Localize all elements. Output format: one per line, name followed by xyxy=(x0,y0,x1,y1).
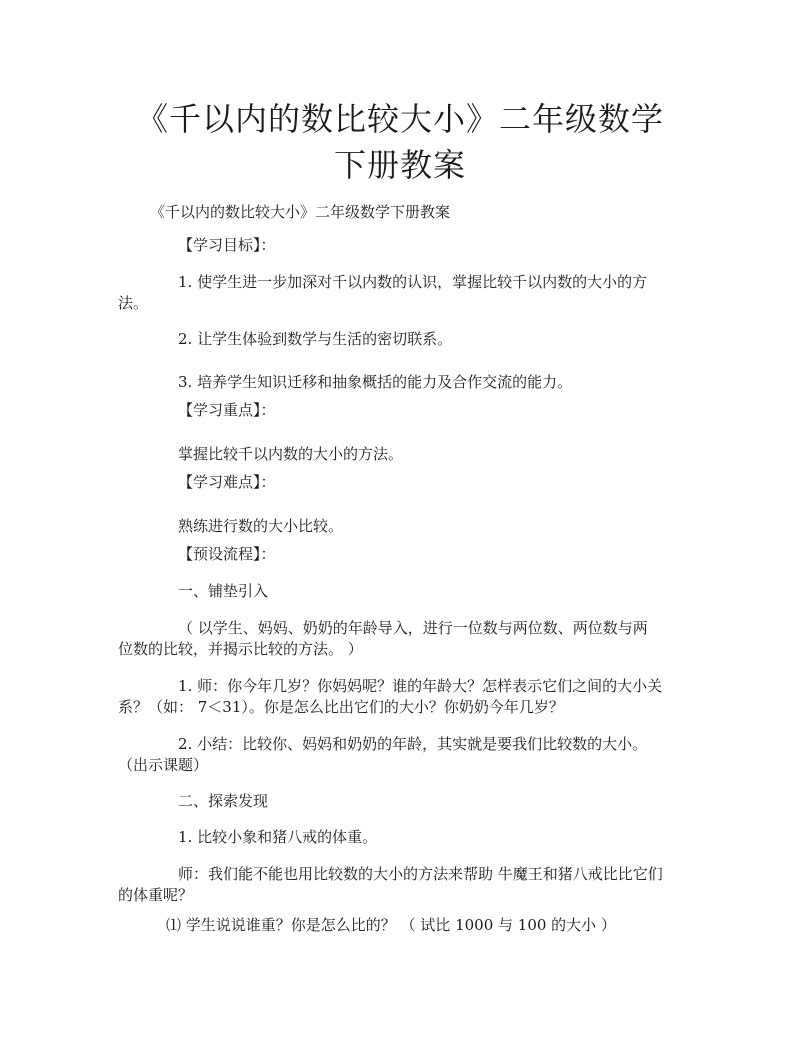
section-1-heading: 一、铺垫引入 xyxy=(178,582,269,600)
step-2-line1: 2. 小结：比较你、妈妈和奶奶的年龄，其实就是要我们比较数的大小。 xyxy=(178,735,648,753)
key-points-heading: 【学习重点】： xyxy=(178,401,276,419)
goal-1-line1: 1. 使学生进一步加深对千以内数的认识，掌握比较千以内数的大小的方 xyxy=(178,273,648,291)
document-subtitle: 《千以内的数比较大小》二年级数学下册教案 xyxy=(150,203,451,221)
intro-paragraph-line2: 位数的比较，并揭示比较的方法。 ） xyxy=(118,640,363,658)
difficulty-heading: 【学习难点】： xyxy=(178,473,276,491)
teacher-question-line1: 师：我们能不能也用比较数的大小的方法来帮助 牛魔王和猪八戒比比它们 xyxy=(178,865,663,883)
document-title-line2: 下册教案 xyxy=(333,146,466,184)
intro-paragraph-line1: （ 以学生、妈妈、奶奶的年龄导入，进行一位数与两位数、两位数与两 xyxy=(178,619,648,637)
goal-3: 3. 培养学生知识迁移和抽象概括的能力及合作交流的能力。 xyxy=(178,373,573,391)
goals-heading: 【学习目标】： xyxy=(178,236,276,254)
process-heading: 【预设流程】： xyxy=(178,545,276,563)
step-1-line2: 系？（如： 7＜31）。你是怎么比出它们的大小？你奶奶今年几岁？ xyxy=(118,698,564,716)
explore-1: 1. 比较小象和猪八戒的体重。 xyxy=(178,828,378,846)
goal-2: 2. 让学生体验到数学与生活的密切联系。 xyxy=(178,330,453,348)
question-1: ⑴ 学生说说谁重？你是怎么比的？ （ 试比 1000 与 100 的大小 ） xyxy=(166,916,616,934)
difficulty-text: 熟练进行数的大小比较。 xyxy=(178,517,344,535)
document-title-line1: 《千以内的数比较大小》二年级数学 xyxy=(135,100,664,138)
teacher-question-line2: 的体重呢？ xyxy=(118,886,194,904)
section-2-heading: 二、探索发现 xyxy=(178,792,269,810)
step-1-line1: 1. 师：你今年几岁？你妈妈呢？谁的年龄大？怎样表示它们之间的大小关 xyxy=(178,677,663,695)
step-2-line2: （出示课题） xyxy=(118,756,209,774)
key-points-text: 掌握比较千以内数的大小的方法。 xyxy=(178,445,404,463)
goal-1-line2: 法。 xyxy=(118,294,149,312)
